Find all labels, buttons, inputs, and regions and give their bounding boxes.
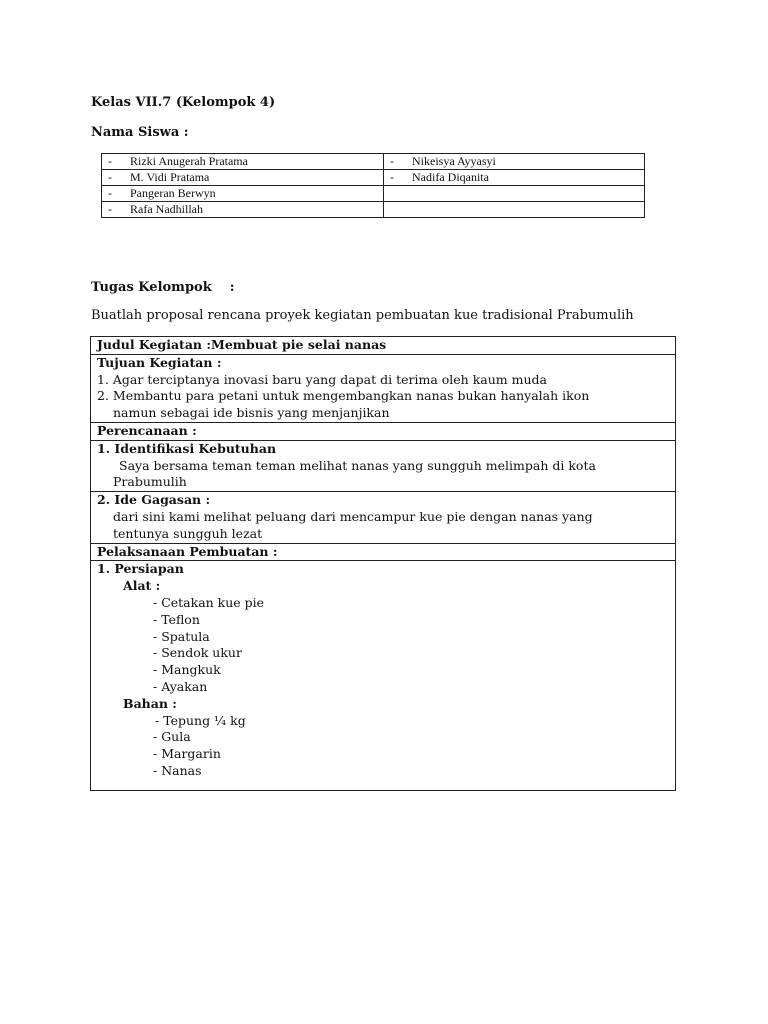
table-cell-empty <box>384 202 645 218</box>
tools-list <box>97 595 669 696</box>
class-heading: Kelas VII.7 (Kelompok 4) <box>91 95 276 110</box>
idea-text: dari sini kami melihat peluang dari mencampur kue pie dengan nanas yang <box>113 508 593 524</box>
table-cell: - M. Vidi Pratama <box>102 170 384 186</box>
table-row <box>102 170 645 186</box>
list-item: - Mangkuk <box>153 662 221 678</box>
group-task-heading: Tugas Kelompok : <box>91 280 235 295</box>
objective-2-cont: namun sebagai ide bisnis yang menjanjikan <box>113 405 390 421</box>
idea-text-cont: tentunya sungguh lezat <box>113 525 263 541</box>
needs-identification-text: Saya bersama teman teman melihat nanas yang sungguh melimpah di kota <box>119 457 596 473</box>
task-instruction: Buatlah proposal rencana proyek kegiatan pembuatan kue tradisional Prabumulih <box>91 308 634 323</box>
student-table <box>101 153 645 218</box>
objective-2: 2. Membantu para petani untuk mengembangkan nanas bukan hanyalah ikon <box>97 388 590 404</box>
objective-1: 1. Agar terciptanya inovasi baru yang dapat di terima oleh kaum muda <box>97 371 547 387</box>
needs-identification-text-cont: Prabumulih <box>113 474 187 490</box>
table-row <box>102 202 645 218</box>
list-item: - Nanas <box>153 762 202 778</box>
student-names-label: Nama Siswa : <box>91 125 189 140</box>
table-cell: - Pangeran Berwyn <box>102 186 384 202</box>
list-item: - Ayakan <box>153 678 208 694</box>
idea-section <box>91 492 675 543</box>
list-item: - Sendok ukur <box>153 645 242 661</box>
needs-identification-label: 1. Identifikasi Kebutuhan <box>97 440 277 456</box>
ingredients-label: Bahan : <box>123 695 177 711</box>
list-item: - Margarin <box>153 746 221 762</box>
list-item: - Spatula <box>153 628 210 644</box>
proposal-box <box>90 336 676 791</box>
preparation-label: 1. Persiapan <box>97 561 184 577</box>
needs-identification-section <box>91 441 675 492</box>
tools-label: Alat : <box>123 578 161 594</box>
table-row <box>102 154 645 170</box>
list-item: - Gula <box>153 729 191 745</box>
activity-title: Judul Kegiatan :Membuat pie selai nanas <box>91 337 675 355</box>
ingredients-list <box>97 713 669 780</box>
table-cell: - Rizki Anugerah Pratama <box>102 154 384 170</box>
objectives-label: Tujuan Kegiatan : <box>97 354 222 370</box>
table-row <box>102 186 645 202</box>
objectives-section <box>91 355 675 423</box>
idea-label: 2. Ide Gagasan : <box>97 492 211 508</box>
preparation-section <box>91 561 675 779</box>
table-cell: - Rafa Nadhillah <box>102 202 384 218</box>
table-cell: - Nadifa Diqanita <box>384 170 645 186</box>
table-cell-empty <box>384 186 645 202</box>
list-item: - Tepung ¼ kg <box>155 712 246 728</box>
table-cell: - Nikeisya Ayyasyi <box>384 154 645 170</box>
list-item: - Cetakan kue pie <box>153 594 265 610</box>
list-item: - Teflon <box>153 611 200 627</box>
execution-label: Pelaksanaan Pembuatan : <box>91 544 675 562</box>
planning-label: Perencanaan : <box>91 423 675 441</box>
